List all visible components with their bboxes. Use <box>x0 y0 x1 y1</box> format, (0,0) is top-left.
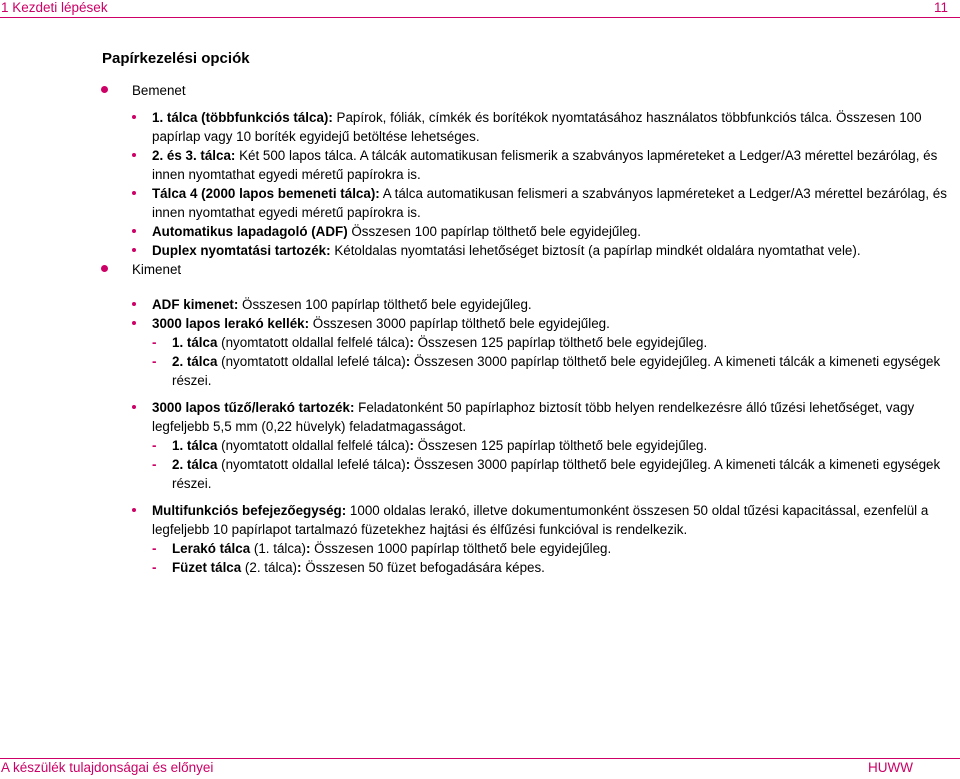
list-item: 2. és 3. tálca: Két 500 lapos tálca. A tálcák automatikusan felismerik a szabványos lapméreteket a Ledger/A3 mérettel bezárólag, és innen nyomtathat egyedi méretű papírokra is. <box>0 146 960 184</box>
list-item: Automatikus lapadagoló (ADF) Összesen 100 papírlap tölthető bele egyidejűleg. <box>0 222 960 241</box>
page-number: 11 <box>933 0 948 15</box>
bullet-icon <box>132 508 136 512</box>
list-item: Multifunkciós befejezőegység: 1000 oldalas lerakó, illetve dokumentumonként összesen 50 oldal tűzési kapacitással, ezenfelül a legfeljebb 10 papírlapot tartalmazó füzetekhez hajtási és élfűzési funkcióval is rendelkezik. <box>0 501 960 539</box>
bullet-icon <box>132 248 136 252</box>
list-item: ADF kimenet: Összesen 100 papírlap tölthető bele egyidejűleg. <box>0 295 960 314</box>
section-title: Papírkezelési opciók <box>102 50 250 67</box>
bullet-icon <box>101 86 108 93</box>
footer-section-title: A készülék tulajdonságai és előnyei <box>1 760 214 775</box>
bullet-icon <box>132 405 136 409</box>
bullet-icon <box>132 321 136 325</box>
footer-rule <box>0 758 960 759</box>
header-rule <box>0 17 960 18</box>
bullet-icon <box>132 229 136 233</box>
bullet-icon <box>132 153 136 157</box>
list-item: Tálca 4 (2000 lapos bemeneti tálca): A tálca automatikusan felismeri a szabványos lapméreteket a Ledger/A3 mérettel bezárólag, és innen nyomtathat egyedi méretű papírokra is. <box>0 184 960 222</box>
bullet-icon <box>132 115 136 119</box>
bemenet-heading: Bemenet <box>0 81 960 100</box>
bullet-icon <box>101 265 108 272</box>
list-item: 3000 lapos tűző/lerakó tartozék: Feladatonként 50 papírlaphoz biztosít több helyen rendelkezésre álló tűzési lehetőséget, vagy legfeljebb 5,5 mm (0,22 hüvelyk) feladatmagasságot. <box>0 398 960 436</box>
sub-list-item: - 1. tálca (nyomtatott oldallal felfelé tálca): Összesen 125 papírlap tölthető bele egyidejűleg. <box>152 335 708 350</box>
bullet-icon <box>132 191 136 195</box>
sub-list-item: - 2. tálca (nyomtatott oldallal lefelé tálca): Összesen 3000 papírlap tölthető bele egyidejűleg. A kimeneti tálcák a kimeneti egységek részei. <box>152 354 941 388</box>
list-item: 1. tálca (többfunkciós tálca): Papírok, fóliák, címkék és borítékok nyomtatásához használatos többfunkciós tálca. Összesen 100 papírlap vagy 10 boríték egyidejű betöltése lehetséges. <box>0 108 960 146</box>
list-item: 3000 lapos lerakó kellék: Összesen 3000 papírlap tölthető bele egyidejűleg. <box>0 314 960 333</box>
footer-lang-code: HUWW <box>868 760 913 775</box>
bullet-icon <box>132 302 136 306</box>
page-header <box>0 0 960 16</box>
sub-list-item: - Lerakó tálca (1. tálca): Összesen 1000 papírlap tölthető bele egyidejűleg. <box>152 541 612 556</box>
sub-list-item: - 1. tálca (nyomtatott oldallal felfelé tálca): Összesen 125 papírlap tölthető bele egyidejűleg. <box>152 438 708 453</box>
chapter-title: 1 Kezdeti lépések <box>1 0 108 15</box>
sub-list-item: - 2. tálca (nyomtatott oldallal lefelé tálca): Összesen 3000 papírlap tölthető bele egyidejűleg. A kimeneti tálcák a kimeneti egységek részei. <box>152 457 941 491</box>
sub-list-item: - Füzet tálca (2. tálca): Összesen 50 füzet befogadására képes. <box>152 560 545 575</box>
list-item: Duplex nyomtatási tartozék: Kétoldalas nyomtatási lehetőséget biztosít (a papírlap mindkét oldalára nyomtathat vele). <box>0 241 960 260</box>
kimenet-heading: Kimenet <box>0 260 960 279</box>
main-content <box>0 81 960 577</box>
